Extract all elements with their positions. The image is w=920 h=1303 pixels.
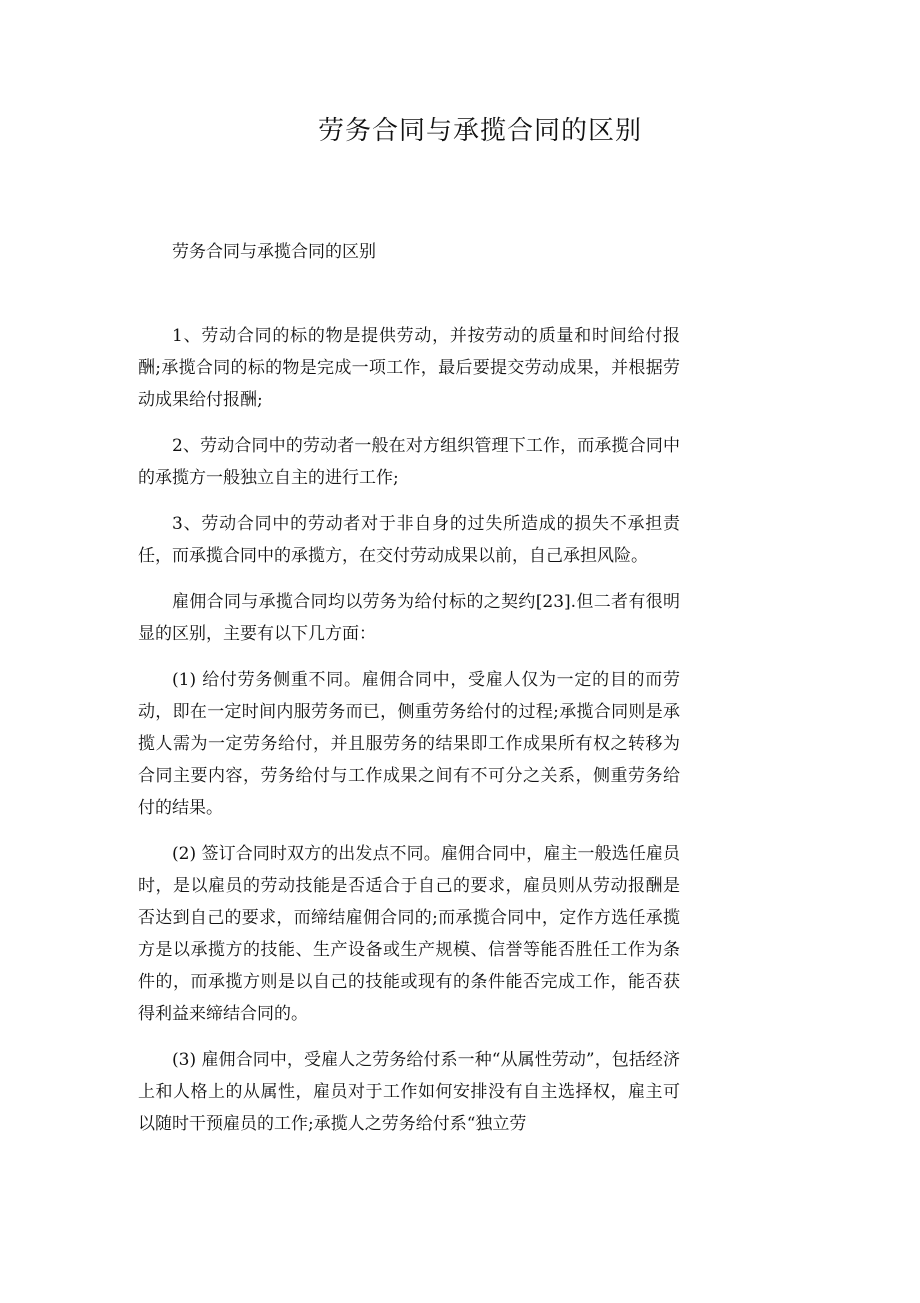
paragraph: (3) 雇佣合同中，受雇人之劳务给付系一种“从属性劳动”，包括经济上和人格上的从属性，雇员对于工作如何安排没有自主选择权，雇主可以随时干预雇员的工作;承揽人之劳务给付系“独立劳 bbox=[138, 1050, 680, 1134]
paragraph: (1) 给付劳务侧重不同。雇佣合同中，受雇人仅为一定的目的而劳动，即在一定时间内服劳务而已，侧重劳务给付的过程;承揽合同则是承揽人需为一定劳务给付，并且服劳务的结果即工作成果所有权之转移为合同主要内容，劳务给付与工作成果之间有不可分之关系，侧重劳务给付的结果。 bbox=[138, 670, 680, 818]
document-body bbox=[138, 236, 680, 1154]
paragraph: 2、劳动合同中的劳动者一般在对方组织管理下工作，而承揽合同中的承揽方一般独立自主的进行工作; bbox=[138, 436, 680, 488]
paragraph: 雇佣合同与承揽合同均以劳务为给付标的之契约[23].但二者有很明显的区别，主要有以下几方面： bbox=[138, 592, 680, 644]
paragraph: (2) 签订合同时双方的出发点不同。雇佣合同中，雇主一般选任雇员时，是以雇员的劳动技能是否适合于自己的要求，雇员则从劳动报酬是否达到自己的要求，而缔结雇佣合同的;而承揽合同中，定作方选任承揽方是以承揽方的技能、生产设备或生产规模、信誉等能否胜任工作为条件的，而承揽方则是以自己的技能或现有的条件能否完成工作，能否获得利益来缔结合同的。 bbox=[138, 844, 680, 1024]
paragraph: 3、劳动合同中的劳动者对于非自身的过失所造成的损失不承担责任，而承揽合同中的承揽方，在交付劳动成果以前，自己承担风险。 bbox=[138, 514, 680, 566]
paragraph: 1、劳动合同的标的物是提供劳动，并按劳动的质量和时间给付报酬;承揽合同的标的物是完成一项工作，最后要提交劳动成果，并根据劳动成果给付报酬; bbox=[138, 326, 680, 410]
document-subtitle: 劳务合同与承揽合同的区别 bbox=[172, 242, 376, 262]
document-title: 劳务合同与承揽合同的区别 bbox=[317, 116, 642, 146]
